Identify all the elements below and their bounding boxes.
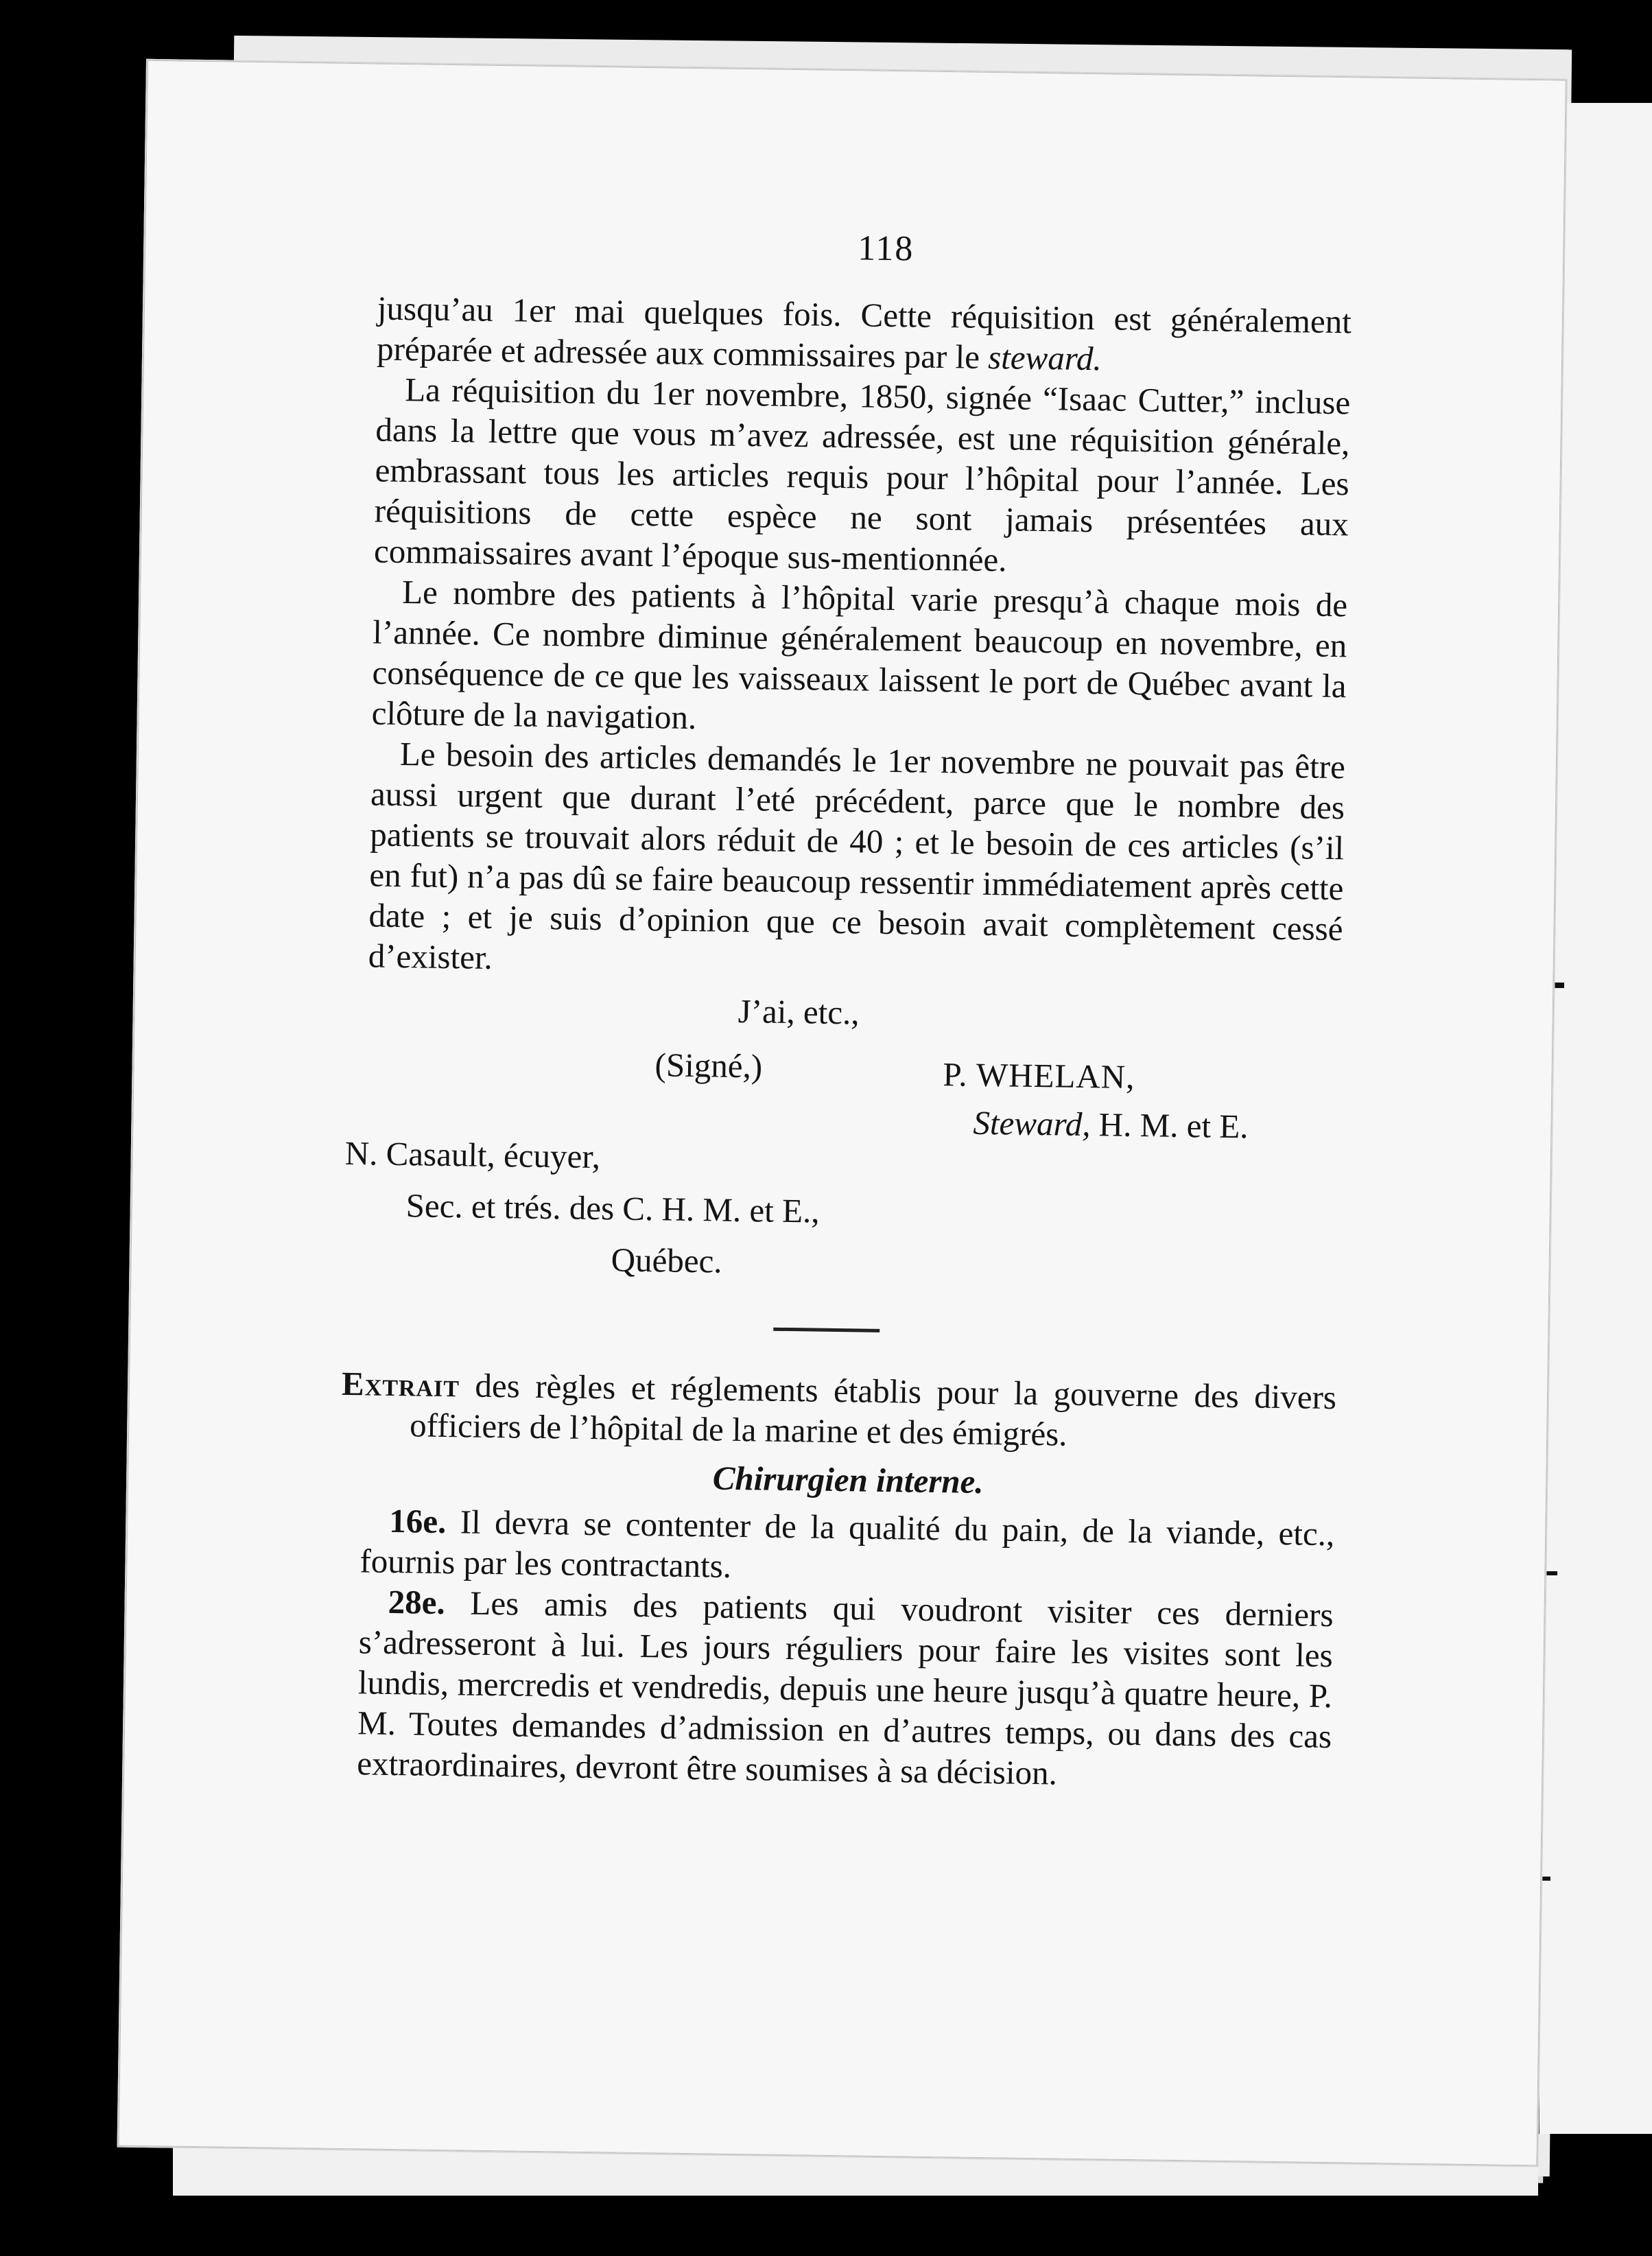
article-text: Les amis des patients qui voudront visiter ces derniers s’adresseront à lui. Les jours réguliers pour faire les visites sont les lundis, mercredis et vendredis, depuis une heure jusqu’à quatre heure, P. M. Toutes demandes d’admission en d’autres temps, ou dans des cas extraordinaires, devront être soumises à sa décision. [357,1584,1334,1792]
page-content [341,222,1353,1798]
closing-line: J’ai, etc., [738,991,860,1032]
signed-marker: (Signé,) [654,1046,763,1085]
signature-block [344,985,1342,1321]
article-number: 16e. [388,1501,447,1541]
section-divider [773,1328,880,1332]
article-text: Il devra se contenter de la qualité du pain, de la viande, etc., fournis par les contractants. [359,1503,1335,1585]
signatory-name: P. WHELAN, [943,1055,1135,1096]
extract-lead: Extrait [341,1364,460,1405]
paragraph: Le nombre des patients à l’hôpital varie presqu’à chaque mois de l’année. Ce nombre diminue généralement beaucoup en novembre, en conséquence de ce que les vaisseaux laissent le port de Québec avant la clôture de la navigation. [371,573,1348,737]
extract-heading [341,1363,1337,1458]
book-page [117,59,1568,2167]
addressee-place: Québec. [611,1241,722,1280]
page-number: 118 [857,228,914,269]
section-title: Chirurgien interne. [712,1459,984,1501]
signatory-title-rest: H. M. et E. [1090,1105,1249,1146]
paragraph: La réquisition du 1er novembre, 1850, signée “Isaac Cutter,” incluse dans la lettre que vous m’avez adressée, est une réquisition générale, embrassant tous les articles requis pour l’hôpital pour l’année. Les réquisitions de cette espèce ne sont jamais présentées aux commaissaires avant l’époque sus-mentionnée. [373,371,1351,579]
addressee-name: N. Casault, écuyer, [344,1133,601,1176]
paragraph: Le besoin des articles demandés le 1er novembre ne pouvait pas être aussi urgent que durant l’eté précédent, parce que le nombre des patients se trouvait alors réduit de 40 ; et le besoin de ces articles (s’il en fut) n’a pas dû se faire beaucoup ressentir immédiatement après cette date ; et je suis d’opinion que ce besoin avait complètement cessé d’exister. [368,735,1346,976]
article-number: 28e. [388,1582,446,1622]
signatory-title-italic: Steward, [973,1103,1091,1144]
article [359,1500,1335,1595]
steward-word: steward. [987,338,1102,378]
article [357,1581,1334,1797]
addressee-position: Sec. et trés. des C. H. M. et E., [405,1186,820,1230]
extract-text: des règles et réglements établis pour la gouverne des divers officiers de l’hôpital de la marine et des émigrés. [409,1366,1337,1453]
signatory-title [973,1103,1249,1147]
paragraph-continuation [377,288,1352,383]
paragraph-text: jusqu’au 1er mai quelques fois. Cette réquisition est généralement préparée et adressée aux commissaires par le [376,289,1352,376]
